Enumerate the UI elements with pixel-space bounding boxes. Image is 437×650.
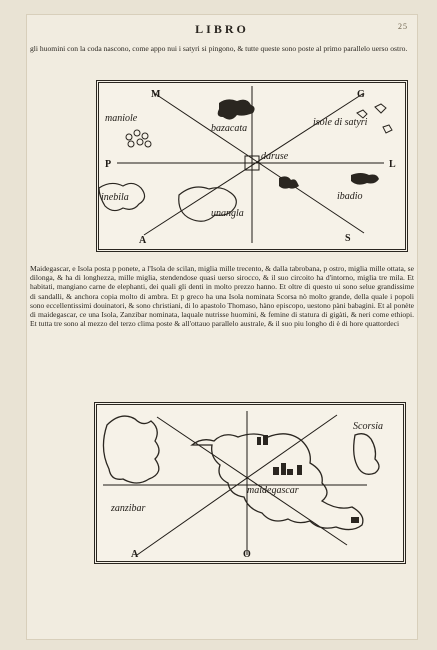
text-block-top	[30, 44, 414, 53]
label-ibadio: ibadio	[337, 191, 363, 202]
folio-number: 25	[398, 22, 408, 31]
label-bazacata: bazacata	[211, 123, 248, 134]
page-header	[26, 22, 418, 37]
label-zanzibar: zanzibar	[111, 503, 146, 514]
wind-bottom-right: S	[345, 233, 351, 244]
wind-top-left: M	[151, 89, 161, 100]
wind-top-right: G	[357, 89, 365, 100]
label-unangla: unangla	[211, 208, 244, 219]
wind-left: P	[105, 159, 112, 170]
label-maniole: maniole	[105, 113, 138, 124]
book-page	[26, 14, 418, 640]
wind-bottom-left: A	[139, 235, 147, 246]
paragraph-middle: Maidegascar, e Isola posta p ponete, a l'Isola de scilan, miglia mille trecento, & dalla tabrobana, p ostro, miglia mille ottata, se dilonga, & ha di longhezza, mille miglia, stendendose quasi uerso sirocco, & il suo circoito ha d'intorno, miglia tre mila. Et habitati, mangiano carne de elephanti, dei quali gli denti in molto prezzo hanno. Et oltre di questo ui sono selue grandissime di sandalli, & anchora copia molto di ambra. Et p greco ha una Isola nominata Scorsa nò molto grande, della quale i popoli sono eccellentissimi douinatori, & sono christiani, di lo apastolo Thomaso, hàno episcopo, uestono pàni babagini. Et al ponète di maidegascar, ce una Isola, Zanzibar nominata, laquale nutrisse huomini, & femine di statura di gigàti, & neri come ethiopi. Et tutta tre sono al mezzo del terzo clima poste & all'ottauo parallelo australe, & il suo piu longho di è di hore quattordeci	[30, 264, 414, 329]
map2-svg	[97, 405, 403, 561]
label-scorsia: Scorsia	[353, 421, 383, 432]
label-isole-satyri: isole di satyri	[313, 117, 368, 128]
label-inebila: inebila	[101, 192, 129, 203]
wind-bottom-center-2: O	[243, 549, 251, 560]
wind-bottom-left-2: A	[131, 549, 139, 560]
text-block-middle	[30, 264, 414, 328]
small-islands	[126, 130, 151, 147]
map-maidegascar	[94, 402, 406, 564]
label-maidegascar: maidegascar	[247, 485, 299, 496]
map-islands-satyrs	[96, 80, 408, 252]
wind-right: L	[389, 159, 396, 170]
label-daruse: daruse	[261, 151, 289, 162]
paragraph-top: gli huomini con la coda nascono, come appo nui i satyri si pingono, & tutte queste sono poste al primo parallelo uerso ostro.	[30, 44, 408, 53]
map1-svg	[99, 83, 405, 249]
page-title: LIBRO	[195, 22, 249, 36]
